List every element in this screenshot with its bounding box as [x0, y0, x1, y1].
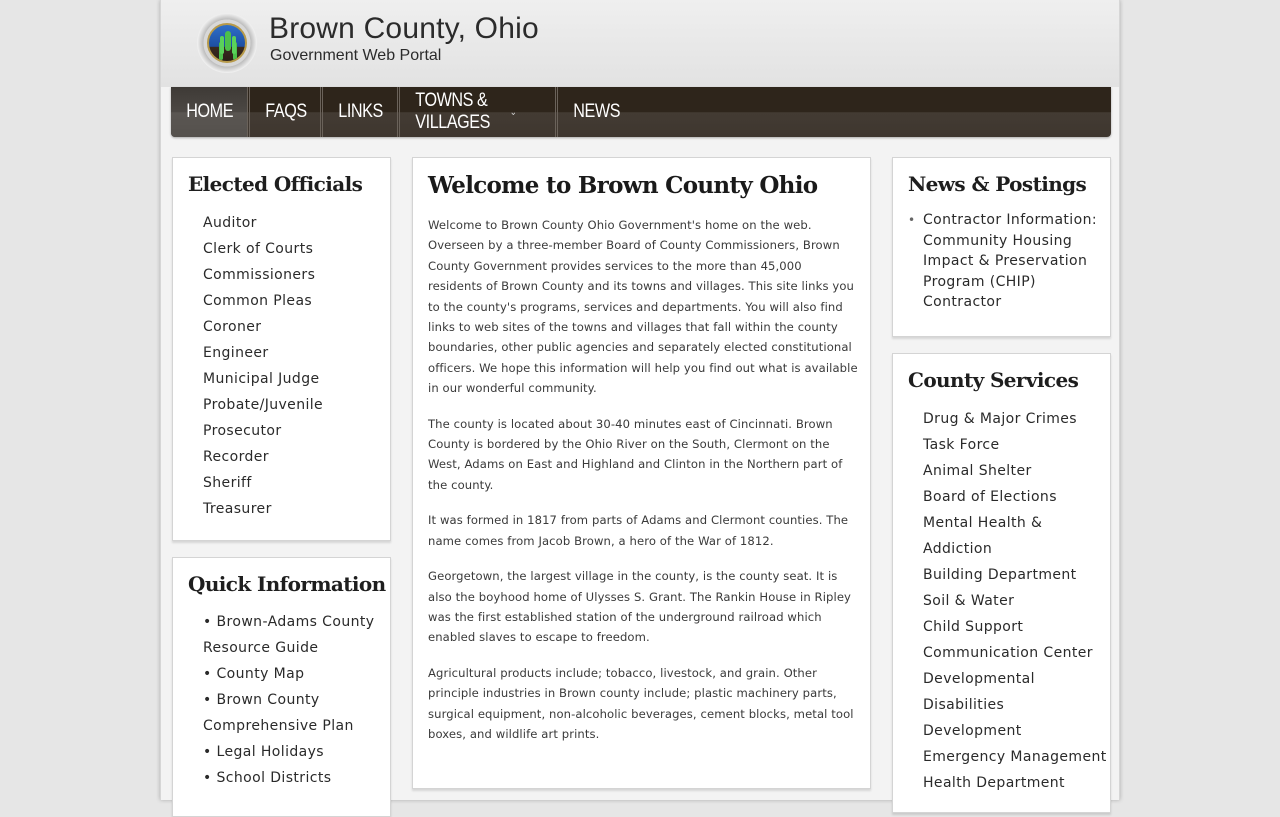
quick-link-resource-guide[interactable]: • Brown-Adams County Resource Guide — [203, 614, 375, 656]
news-postings-box — [892, 157, 1111, 337]
history-paragraph: It was formed in 1817 from parts of Adams and Clermont counties. The name comes from Jacob Brown, a hero of the War of 1812. — [428, 513, 849, 548]
nav-item-faqs[interactable] — [247, 87, 320, 137]
county-services-box — [892, 353, 1111, 813]
elected-officials-heading: Elected Officials — [188, 172, 363, 196]
intro-paragraph: Welcome to Brown County Ohio Government's home on the web. Overseen by a three-member Board of County Commissioners, Brown County Government provides services to the more than 45,000 residents of Brown County and its towns and villages. This site links you to the county's programs, services and departments. You will also find links to web sites of the towns and villages that fall within the county boundaries, other public agencies and separately elected constitutional officers. We hope this information will help you find out what is available in our wonderful community. — [428, 218, 858, 396]
main-nav — [171, 87, 1111, 137]
county-seal-icon[interactable] — [197, 13, 257, 73]
official-link-sheriff[interactable]: Sheriff — [203, 475, 252, 491]
nav-label-wrapper[interactable] — [400, 87, 532, 137]
official-link-probate-juvenile[interactable]: Probate/Juvenile — [203, 397, 324, 413]
nav-label: TOWNS & VILLAGES — [415, 90, 491, 133]
service-link-drug-task-force[interactable]: Drug & Major Crimes Task Force — [923, 411, 1077, 453]
news-item-label[interactable]: Contractor Information: Community Housing Impact & Preservation Program (CHIP) Contractor — [923, 212, 1097, 310]
official-link-recorder[interactable]: Recorder — [203, 449, 269, 465]
quick-link-legal-holidays[interactable]: • Legal Holidays — [203, 744, 324, 760]
county-services-heading: County Services — [908, 368, 1079, 392]
service-link-building-department[interactable]: Building Department — [923, 567, 1077, 583]
quick-link-county-map[interactable]: • County Map — [203, 666, 305, 682]
quick-information-heading: Quick Information — [188, 572, 386, 596]
service-link-board-of-elections[interactable]: Board of Elections — [923, 489, 1057, 505]
service-link-health-department[interactable]: Health Department — [923, 775, 1065, 791]
official-link-auditor[interactable]: Auditor — [203, 215, 257, 231]
service-link-development[interactable]: Development — [923, 723, 1022, 739]
official-link-commissioners[interactable]: Commissioners — [203, 267, 316, 283]
official-link-engineer[interactable]: Engineer — [203, 345, 269, 361]
industry-paragraph: Agricultural products include; tobacco, livestock, and grain. Other principle industries in Brown county include; plastic machinery parts, surgical equipment, non-alcoholic beverages, cement blocks, metal tool boxes, and wildlife art prints. — [428, 665, 854, 741]
location-paragraph: The county is located about 30-40 minutes east of Cincinnati. Brown County is bordered by the Ohio River on the South, Clermont on the West, Adams on East and Highland and Clinton in the Northern part of the county. — [428, 416, 843, 492]
quick-information-list — [203, 609, 383, 791]
chevron-down-icon: ⌄ — [509, 106, 517, 118]
bullet-icon: • — [908, 213, 916, 227]
service-link-developmental-disabilities[interactable]: Developmental Disabilities — [923, 671, 1035, 713]
quick-link-comprehensive-plan[interactable]: • Brown County Comprehensive Plan — [203, 692, 354, 734]
official-link-prosecutor[interactable]: Prosecutor — [203, 423, 282, 439]
elected-officials-list — [203, 210, 388, 522]
nav-label[interactable]: NEWS — [573, 101, 621, 122]
georgetown-paragraph: Georgetown, the largest village in the county, is the county seat. It is also the boyhood home of Ulysses S. Grant. The Rankin House in Ripley was the first established station of the underground railroad which enabled slaves to escape to freedom. — [428, 569, 852, 645]
nav-item-news[interactable] — [555, 87, 645, 137]
quick-information-box — [172, 557, 391, 817]
service-link-soil-water[interactable]: Soil & Water — [923, 593, 1015, 609]
service-link-communication-center[interactable]: Communication Center — [923, 645, 1093, 661]
main-body — [428, 215, 858, 759]
site-title[interactable]: Brown County, Ohio — [269, 12, 539, 45]
nav-label[interactable]: FAQS — [265, 101, 307, 122]
elected-officials-box — [172, 157, 391, 541]
page-title: Welcome to Brown County Ohio — [428, 172, 818, 199]
official-link-municipal-judge[interactable]: Municipal Judge — [203, 371, 320, 387]
nav-label[interactable]: HOME — [186, 101, 234, 122]
service-link-child-support[interactable]: Child Support — [923, 619, 1024, 635]
official-link-coroner[interactable]: Coroner — [203, 319, 262, 335]
quick-link-school-districts[interactable]: • School Districts — [203, 770, 332, 786]
official-link-clerk-of-courts[interactable]: Clerk of Courts — [203, 241, 314, 257]
news-postings-list — [908, 210, 1103, 313]
official-link-treasurer[interactable]: Treasurer — [203, 501, 272, 517]
service-link-mental-health[interactable]: Mental Health & Addiction — [923, 515, 1043, 557]
official-link-common-pleas[interactable]: Common Pleas — [203, 293, 313, 309]
page-container — [160, 0, 1120, 800]
county-services-list — [923, 406, 1108, 796]
nav-item-towns-villages[interactable] — [397, 87, 555, 137]
site-subtitle: Government Web Portal — [270, 47, 442, 64]
service-link-animal-shelter[interactable]: Animal Shelter — [923, 463, 1032, 479]
service-link-emergency-management[interactable]: Emergency Management — [923, 749, 1107, 765]
nav-item-links[interactable] — [320, 87, 397, 137]
news-item-chip-contractor[interactable] — [908, 210, 1103, 313]
nav-item-home[interactable] — [171, 87, 247, 137]
news-postings-heading: News & Postings — [908, 172, 1087, 196]
nav-label[interactable]: LINKS — [338, 101, 383, 122]
site-header — [161, 0, 1119, 87]
main-content — [412, 157, 871, 789]
